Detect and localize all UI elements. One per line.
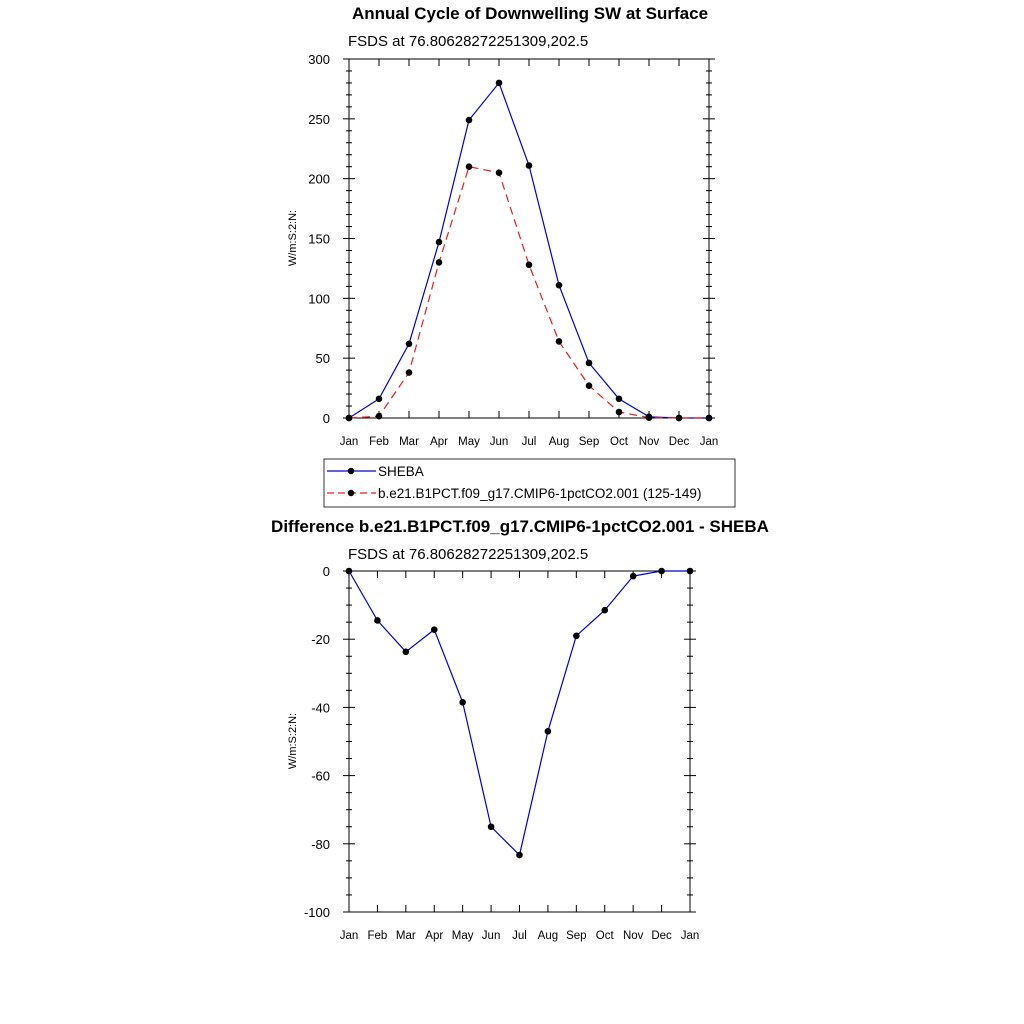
chart2-y-tick-label: -80	[311, 836, 330, 852]
chart2-x-tick-label: Nov	[622, 930, 644, 942]
chart2-x-tick-label: Jul	[512, 930, 527, 942]
chart2-series	[346, 568, 694, 859]
chart1-x-tick-label: Apr	[430, 436, 448, 448]
chart1-subtitle: FSDS at 76.80628272251309,202.5	[348, 33, 589, 50]
chart2-series-0-point	[403, 649, 410, 656]
chart2-subtitle: FSDS at 76.80628272251309,202.5	[348, 546, 589, 563]
legend-sheba-marker	[348, 468, 354, 474]
chart2-series-0-point	[488, 823, 495, 830]
chart1-x-tick-label: Jul	[521, 436, 537, 448]
chart1-series-line-0	[349, 83, 709, 418]
chart1-series-0-point	[526, 162, 533, 169]
chart1-series-1-point	[466, 163, 473, 170]
chart1-series-1-point	[556, 338, 563, 345]
chart1-series-1-point	[526, 262, 533, 269]
chart2-series-0-point	[573, 632, 580, 639]
chart1-series-1-point	[706, 415, 713, 422]
legend-model-marker	[348, 490, 354, 496]
chart2-series-line-0	[349, 571, 690, 855]
chart1-y-tick-label: 300	[308, 52, 330, 67]
chart1-y-tick-label: 150	[308, 231, 330, 247]
chart2-x-tick-label: Jan	[680, 930, 700, 942]
chart2-x-tick-label: Mar	[395, 930, 416, 942]
chart1-plot-frame	[349, 59, 709, 418]
chart2-title: Difference b.e21.B1PCT.f09_g17.CMIP6-1pctCO2.001 - SHEBA	[271, 517, 769, 536]
chart2-x-tick-label: Apr	[425, 930, 444, 942]
chart1-series-1-point	[676, 415, 683, 422]
chart1-y-tick-label: 250	[308, 111, 330, 127]
legend-sheba-label: SHEBA	[378, 464, 424, 479]
chart2-x-tick-label: Feb	[367, 930, 388, 942]
chart1-series-1-point	[496, 169, 503, 176]
chart2-y-axis-label: W/m:S:2:N:	[287, 712, 299, 770]
chart2-x-tick-label: Dec	[651, 930, 672, 942]
chart1-y-tick-label: 200	[308, 171, 330, 187]
chart1-series-0-point	[406, 341, 413, 348]
chart2-ticks	[304, 564, 699, 942]
chart1-series-1-point	[616, 409, 623, 416]
chart1-y-tick-label: 50	[315, 351, 330, 367]
chart2-y-tick-label: -20	[311, 632, 330, 648]
chart1-series-0-point	[586, 360, 593, 367]
chart1-series-1-point	[406, 369, 413, 376]
chart2-x-tick-label: Jan	[339, 930, 359, 942]
chart1-series-0-point	[616, 396, 623, 403]
chart2-series-0-point	[658, 568, 665, 575]
chart1-series-1-point	[346, 415, 353, 422]
chart2-x-tick-label: Aug	[537, 930, 559, 942]
chart1-x-tick-label: Dec	[668, 436, 690, 448]
chart1-x-tick-label: Nov	[638, 436, 660, 448]
chart1-x-tick-label: May	[458, 436, 480, 448]
chart1-series-1-point	[586, 382, 593, 389]
chart1-legend	[324, 459, 735, 507]
legend-model-label: b.e21.B1PCT.f09_g17.CMIP6-1pctCO2.001 (125-149)	[378, 486, 702, 501]
chart1-series-1-point	[436, 259, 443, 266]
chart2-x-tick-label: Oct	[595, 930, 614, 942]
chart2-series-0-point	[601, 607, 608, 614]
chart1-series-0-point	[376, 396, 383, 403]
chart2-series-0-point	[374, 617, 381, 624]
chart2-plot-frame	[349, 571, 690, 912]
chart2-y-tick-label: -60	[311, 768, 330, 784]
chart2-series-0-point	[431, 626, 438, 633]
chart2-series-0-point	[687, 568, 694, 575]
chart2-x-tick-label: Jun	[481, 930, 501, 942]
chart1-x-tick-label: Jan	[339, 436, 359, 448]
chart1-x-tick-label: Aug	[548, 436, 570, 448]
chart1-title: Annual Cycle of Downwelling SW at Surface	[351, 4, 709, 23]
chart1-x-tick-label: Sep	[578, 436, 600, 448]
chart1-series-0-point	[436, 239, 443, 246]
chart1-series-0-point	[496, 80, 503, 87]
chart1-series-0-point	[466, 117, 473, 124]
chart2-series-0-point	[346, 568, 353, 575]
chart2-y-tick-label: -40	[311, 700, 330, 716]
chart1-series-1-point	[376, 413, 383, 420]
chart2-x-tick-label: Sep	[566, 930, 587, 942]
chart2-y-tick-label: 0	[322, 564, 330, 579]
chart2-x-tick-label: May	[451, 930, 474, 942]
chart1-x-tick-label: Oct	[610, 436, 628, 448]
annual-cycle-chart	[287, 4, 718, 448]
chart1-ticks	[308, 52, 718, 448]
chart1-series-0-point	[556, 282, 563, 289]
chart1-y-axis-label: W/m:S:2:N:	[287, 209, 299, 267]
chart1-y-tick-label: 0	[322, 411, 330, 426]
chart1-series-1-point	[646, 414, 653, 421]
difference-chart	[271, 517, 769, 942]
chart1-x-tick-label: Mar	[399, 436, 419, 448]
chart1-x-tick-label: Feb	[369, 436, 389, 448]
chart2-series-0-point	[545, 728, 552, 735]
chart1-y-tick-label: 100	[308, 291, 330, 307]
chart2-series-0-point	[516, 852, 523, 859]
chart2-y-tick-label: -100	[303, 905, 330, 920]
chart1-series-line-1	[349, 167, 709, 418]
chart1-x-tick-label: Jun	[489, 436, 509, 448]
chart1-series	[346, 80, 713, 422]
chart1-x-tick-label: Jan	[699, 436, 719, 448]
chart2-series-0-point	[459, 699, 466, 706]
chart2-series-0-point	[630, 573, 637, 580]
